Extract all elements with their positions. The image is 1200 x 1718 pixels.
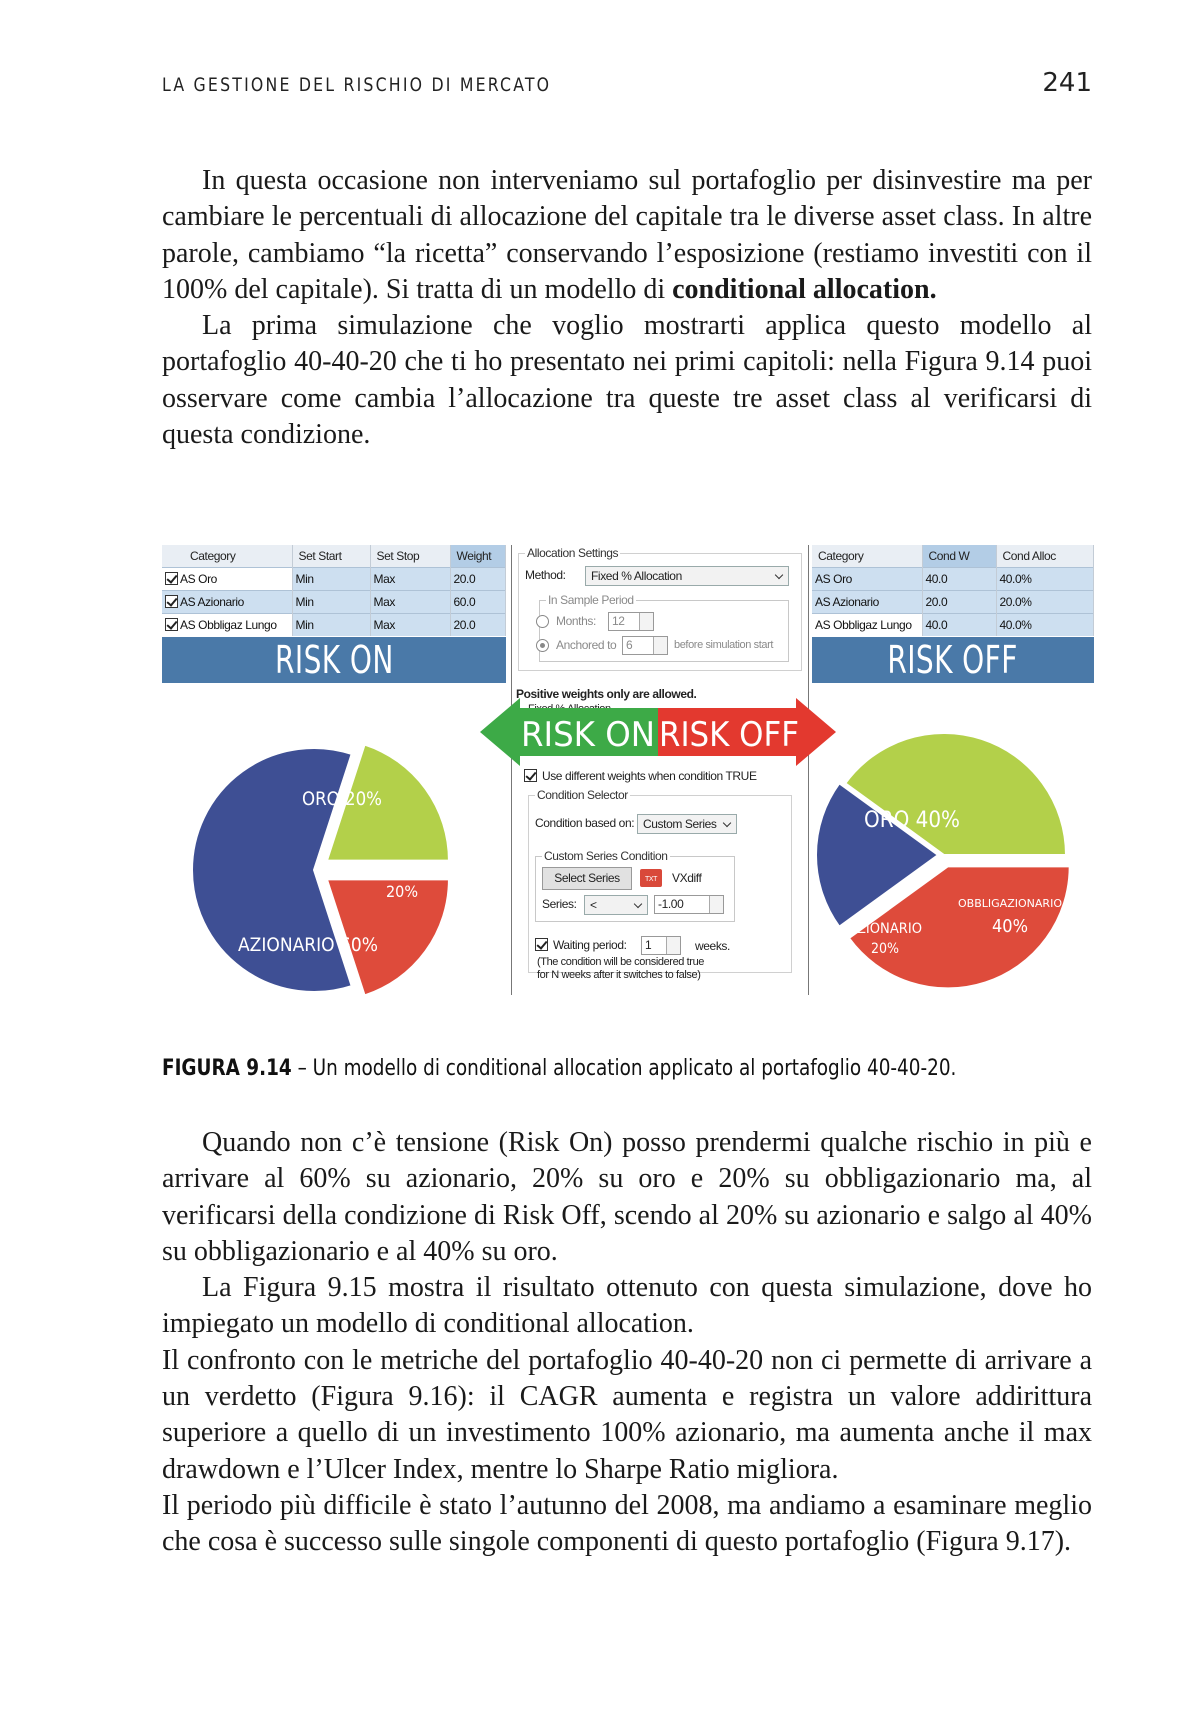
weights-table bbox=[162, 545, 506, 636]
weights-table bbox=[812, 545, 1094, 636]
txt-file-icon: TXT bbox=[640, 869, 662, 887]
risk-toggle-arrow bbox=[480, 698, 836, 766]
col-header: Set Start bbox=[292, 545, 370, 567]
table-cell: Max bbox=[370, 590, 450, 613]
table-cell: AS Oro bbox=[812, 567, 922, 590]
table-cell: Max bbox=[370, 567, 450, 590]
table-cell: 20.0% bbox=[996, 590, 1094, 613]
table-cell: 20.0 bbox=[450, 613, 506, 636]
risk-on-banner: RISK ON bbox=[162, 637, 506, 683]
table-row bbox=[162, 613, 506, 636]
running-head bbox=[162, 68, 1092, 104]
pie-label-equity: AZIONARIO bbox=[848, 921, 923, 937]
table-cell: AS Azionario bbox=[812, 590, 922, 613]
condition-based-label: Condition based on: bbox=[535, 816, 635, 830]
pie-label-equity: AZIONARIO 60% bbox=[238, 934, 378, 956]
condition-select[interactable]: Custom Series bbox=[637, 814, 737, 834]
waiting-period-stepper[interactable]: 1 bbox=[641, 936, 681, 955]
method-select[interactable]: Fixed % Allocation bbox=[585, 566, 789, 586]
anchored-stepper[interactable]: 6 bbox=[622, 636, 668, 655]
paragraph: Il confronto con le metriche del portafoglio 40-40-20 non ci permette di arrivare a un verdetto (Figura 9.16): il CAGR aumenta e registra un valore addirittura superiore a quello di un investimento 100% azionario, ma aumenta anche il max drawdown e l’Ulcer Index, mentre lo Sharpe Ratio migliora. bbox=[162, 1344, 1092, 1485]
use-different-weights-option[interactable]: Use different weights when condition TRUE bbox=[524, 769, 757, 783]
paragraph: La Figura 9.15 mostra il risultato ottenuto con questa simulazione, dove ho impiegato un modello di conditional allocation. bbox=[162, 1272, 1092, 1340]
risk-off-weights-table bbox=[812, 545, 1094, 637]
table-cell: Min bbox=[292, 567, 370, 590]
group-title: Condition Selector bbox=[537, 788, 628, 802]
allocation-settings-group bbox=[518, 546, 802, 671]
series-name: VXdiff bbox=[672, 871, 702, 885]
running-head-title: LA GESTIONE DEL RISCHIO DI MERCATO bbox=[162, 74, 552, 96]
condition-selector-group bbox=[528, 788, 792, 981]
page-number: 241 bbox=[1042, 68, 1092, 98]
anchored-label: Anchored to bbox=[556, 638, 617, 652]
custom-series-group bbox=[535, 849, 735, 922]
category-cell[interactable]: AS Obbligaz Lungo bbox=[162, 613, 292, 636]
table-cell: 40.0% bbox=[996, 567, 1094, 590]
months-radio[interactable] bbox=[536, 615, 549, 628]
risk-off-pie-chart bbox=[814, 705, 1094, 995]
table-cell: 20.0 bbox=[450, 567, 506, 590]
table-cell: AS Obbligaz Lungo bbox=[812, 613, 922, 636]
group-title: In Sample Period bbox=[548, 593, 634, 607]
checkbox-icon[interactable] bbox=[165, 572, 178, 585]
pie-label-bonds: OBBLIGAZIONARIO bbox=[958, 897, 1063, 910]
table-cell: 40.0 bbox=[922, 613, 996, 636]
table-cell: Min bbox=[292, 613, 370, 636]
table-cell: 60.0 bbox=[450, 590, 506, 613]
checkbox-icon[interactable] bbox=[524, 769, 537, 782]
before-simulation-label: before simulation start bbox=[674, 639, 774, 651]
table-cell: Max bbox=[370, 613, 450, 636]
figure-caption bbox=[162, 1056, 1027, 1081]
table-row bbox=[812, 613, 1094, 636]
pie-label-equity-pct: 20% bbox=[871, 941, 899, 957]
waiting-period-option[interactable]: Waiting period: bbox=[535, 938, 627, 952]
intro-text bbox=[162, 163, 1092, 453]
table-cell: 20.0 bbox=[922, 590, 996, 613]
table-row bbox=[812, 590, 1094, 613]
months-stepper[interactable]: 12 bbox=[608, 612, 654, 631]
series-operator-select[interactable]: < bbox=[584, 895, 648, 915]
col-header: Cond W bbox=[922, 545, 996, 567]
months-label: Months: bbox=[556, 614, 596, 628]
bold-term: conditional allocation. bbox=[672, 273, 937, 305]
table-cell: 40.0 bbox=[922, 567, 996, 590]
table-row bbox=[162, 590, 506, 613]
body-text bbox=[162, 1125, 1092, 1561]
col-header: Category bbox=[162, 545, 292, 567]
caption-text: – Un modello di conditional allocation applicato al portafoglio 40-40-20. bbox=[291, 1056, 957, 1081]
risk-off-arrow-label: RISK OFF bbox=[659, 715, 799, 755]
select-series-button[interactable]: Select Series bbox=[542, 867, 632, 890]
category-cell[interactable]: AS Azionario bbox=[162, 590, 292, 613]
risk-on-pie-chart bbox=[190, 705, 490, 995]
checkbox-icon[interactable] bbox=[165, 595, 178, 608]
allocation-settings-panel bbox=[511, 545, 809, 995]
paragraph-text: In questa occasione non interveniamo sul portafoglio per disinvestire ma per cambiare le percentuali di allocazione del capitale tra le diverse asset class. In altre parole, cambiamo “la ricetta” conservando l’esposizione (restiamo investiti con il 100% del capitale). Si tratta di un modello di bbox=[162, 165, 1092, 305]
table-row bbox=[162, 567, 506, 590]
group-title: Custom Series Condition bbox=[544, 849, 668, 863]
series-label: Series: bbox=[542, 897, 577, 911]
col-header: Weight bbox=[450, 545, 506, 567]
col-header: Set Stop bbox=[370, 545, 450, 567]
pie-label-bonds-pct: 40% bbox=[992, 916, 1028, 937]
table-cell: 40.0% bbox=[996, 613, 1094, 636]
in-sample-group bbox=[539, 593, 789, 662]
col-header: Cond Alloc bbox=[996, 545, 1094, 567]
paragraph bbox=[162, 163, 1092, 308]
checkbox-icon[interactable] bbox=[535, 938, 548, 951]
table-row bbox=[812, 567, 1094, 590]
pie-label-gold: ORO 40% bbox=[864, 808, 960, 833]
paragraph: Quando non c’è tensione (Risk On) posso prendermi qualche rischio in più e arrivare al 60% su azionario, 20% su oro e 20% su obbligazionario ma, al verificarsi della condizione di Risk Off, scendo al 20% su azionario e salgo al 40% su obbligazionario e al 40% su oro. bbox=[162, 1127, 1092, 1267]
caption-label: FIGURA 9.14 bbox=[162, 1056, 292, 1081]
weeks-label: weeks. bbox=[695, 939, 730, 953]
series-threshold-stepper[interactable]: -1.00 bbox=[654, 895, 724, 914]
figure-9-14 bbox=[162, 545, 1094, 995]
table-cell: Min bbox=[292, 590, 370, 613]
paragraph: Il periodo più difficile è stato l’autunno del 2008, ma andiamo a esaminare meglio che cosa è successo sulle singole componenti di questo portafoglio (Figura 9.17). bbox=[162, 1489, 1092, 1558]
method-label: Method: bbox=[525, 568, 566, 582]
checkbox-icon[interactable] bbox=[165, 618, 178, 631]
col-header: Category bbox=[812, 545, 922, 567]
pie-label-bonds: OBBLIGAZIONARIO bbox=[360, 869, 444, 880]
risk-off-banner: RISK OFF bbox=[812, 637, 1094, 683]
pie-label-gold: ORO 20% bbox=[302, 788, 382, 810]
category-cell[interactable]: AS Oro bbox=[162, 567, 292, 590]
paragraph: La prima simulazione che voglio mostrarti applica questo modello al portafoglio 40-40-20 che ti ho presentato nei primi capitoli: nella Figura 9.14 puoi osservare come cambia l’allocazione tra queste tre asset class al verificarsi di questa condizione. bbox=[162, 310, 1092, 451]
risk-on-weights-table bbox=[162, 545, 506, 637]
anchored-radio[interactable] bbox=[536, 639, 549, 652]
pie-label-bonds-pct: 20% bbox=[386, 882, 418, 901]
group-title: Allocation Settings bbox=[527, 546, 619, 560]
risk-on-arrow-label: RISK ON bbox=[521, 715, 655, 755]
waiting-note: (The condition will be considered true for N weeks after it switches to false) bbox=[537, 956, 705, 981]
positive-weights-note: Positive weights only are allowed. bbox=[516, 687, 697, 701]
